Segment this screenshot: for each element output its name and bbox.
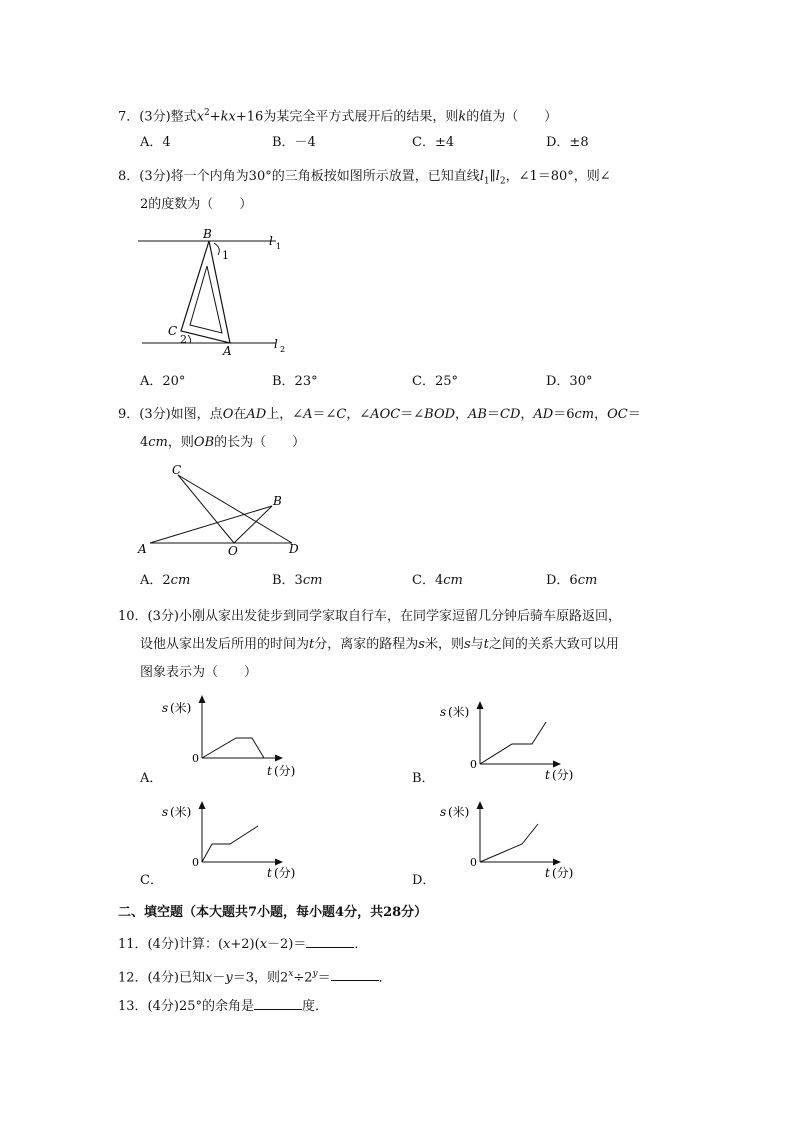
label-l1-sub: 1 — [276, 242, 282, 251]
y-arrow — [477, 801, 484, 809]
label-B: B — [273, 494, 282, 508]
segment-CD — [178, 475, 292, 543]
label-1: 1 — [222, 249, 229, 262]
q10-graph-c — [160, 796, 310, 888]
svg-text:0: 0 — [192, 856, 199, 869]
y-arrow — [477, 701, 484, 709]
svg-text:(米): (米) — [170, 701, 192, 715]
svg-text:t: t — [545, 768, 550, 782]
label-l1: l — [269, 234, 273, 248]
q9-option-d[interactable]: D．6cm — [546, 573, 598, 588]
x-arrow — [553, 859, 561, 866]
q11-answer-blank[interactable] — [306, 935, 354, 948]
graph-d-curve — [480, 824, 538, 862]
q8-option-c[interactable]: C．25° — [412, 374, 458, 389]
svg-text:(分): (分) — [552, 866, 574, 880]
q10-graph-b — [440, 698, 590, 790]
q12-stem: 12．(4分)已知x－y＝3，则$2^x\div 2^y=$ ． — [118, 969, 392, 986]
svg-text:0: 0 — [470, 856, 477, 869]
q13-stem: 13．(4分)25°的余角是 度． — [118, 999, 329, 1014]
q9-stem-line2: 4cm，则OB的长为（ ） — [140, 435, 306, 450]
q8-stem-line2: 2的度数为（ ） — [140, 197, 253, 212]
svg-text:0: 0 — [192, 752, 199, 765]
svg-text:t: t — [267, 866, 272, 880]
svg-text:s: s — [162, 701, 169, 715]
q8-option-b[interactable]: B．23° — [272, 374, 318, 389]
q8-stem-line1: 8．(3分)将一个内角为30°的三角板按如图所示放置，已知直线$l_1\parallel l_2$，∠1＝80°，则∠ — [118, 169, 611, 187]
svg-text:(米): (米) — [170, 805, 192, 819]
x-arrow — [275, 859, 283, 866]
svg-text:(米): (米) — [448, 705, 470, 719]
svg-text:s: s — [440, 805, 447, 819]
svg-text:0: 0 — [470, 758, 477, 771]
q7-option-b[interactable]: B．－4 — [272, 135, 316, 150]
label-l2-sub: 2 — [280, 345, 286, 354]
graph-c-curve — [202, 826, 258, 862]
angle-2-arc — [188, 335, 191, 343]
q13-answer-blank[interactable] — [254, 997, 302, 1010]
q9-figure — [130, 460, 320, 560]
q11-stem: 11．(4分)计算：(x+2)(x－2)＝ ． — [118, 937, 368, 952]
q7-option-a[interactable]: A．4 — [140, 135, 171, 150]
label-D: D — [289, 542, 299, 556]
triangle-inner — [190, 266, 222, 333]
q10-graph-a — [160, 692, 310, 784]
q9-option-b[interactable]: B．3cm — [272, 573, 323, 588]
svg-text:(分): (分) — [274, 866, 296, 880]
label-C: C — [168, 324, 178, 338]
graph-a-curve — [202, 738, 264, 758]
q10-option-a[interactable]: A． — [140, 771, 163, 786]
label-A: A — [223, 344, 232, 358]
svg-text:s: s — [440, 705, 447, 719]
svg-text:s: s — [162, 805, 169, 819]
svg-text:(米): (米) — [448, 805, 470, 819]
label-A: A — [138, 542, 147, 556]
x-arrow — [553, 761, 561, 768]
q8-option-a[interactable]: A．20° — [140, 374, 186, 389]
q8-figure — [130, 222, 300, 362]
q7-option-c[interactable]: C．±4 — [412, 135, 455, 150]
q9-stem-line1: 9．(3分)如图，点O在AD上，∠A＝∠C，∠AOC＝∠BOD，AB＝CD，AD＝6cm，OC＝ — [118, 407, 641, 422]
label-C: C — [172, 463, 182, 477]
x-arrow — [275, 755, 283, 762]
q10-stem-line1: 10．(3分)小刚从家出发徒步到同学家取自行车，在同学家逗留几分钟后骑车原路返回， — [118, 609, 621, 624]
label-B: B — [203, 227, 212, 241]
svg-text:(分): (分) — [274, 764, 296, 778]
q10-stem-line2: 设他从家出发后所用的时间为t分，离家的路程为s米，则s与t之间的关系大致可以用 — [140, 637, 619, 652]
svg-text:t: t — [545, 866, 550, 880]
y-arrow — [199, 801, 206, 809]
section-2-heading: 二、填空题（本大题共7小题，每小题4分，共28分） — [118, 905, 428, 920]
svg-text:(分): (分) — [552, 768, 574, 782]
angle-1-arc — [214, 243, 219, 255]
q10-stem-line3: 图象表示为（ ） — [140, 665, 258, 680]
svg-text:t: t — [267, 764, 272, 778]
q8-option-d[interactable]: D．30° — [546, 374, 593, 389]
q9-option-a[interactable]: A．2cm — [140, 573, 191, 588]
label-2: 2 — [180, 333, 187, 346]
q10-option-c[interactable]: C． — [140, 873, 163, 888]
graph-b-curve — [480, 722, 546, 764]
q12-answer-blank[interactable] — [331, 968, 379, 981]
label-O: O — [228, 544, 238, 558]
label-l2: l — [274, 337, 278, 351]
segment-CO — [178, 475, 234, 543]
q7-stem: 7．(3分)整式$x^2+kx+16$为某完全平方式展开后的结果，则k的值为（ ） — [118, 108, 558, 125]
q7-option-d[interactable]: D．±8 — [546, 135, 589, 150]
q10-option-b[interactable]: B． — [412, 771, 435, 786]
y-arrow — [199, 695, 206, 703]
q9-option-c[interactable]: C．4cm — [412, 573, 463, 588]
q10-option-d[interactable]: D． — [412, 873, 436, 888]
q10-graph-d — [440, 796, 590, 888]
